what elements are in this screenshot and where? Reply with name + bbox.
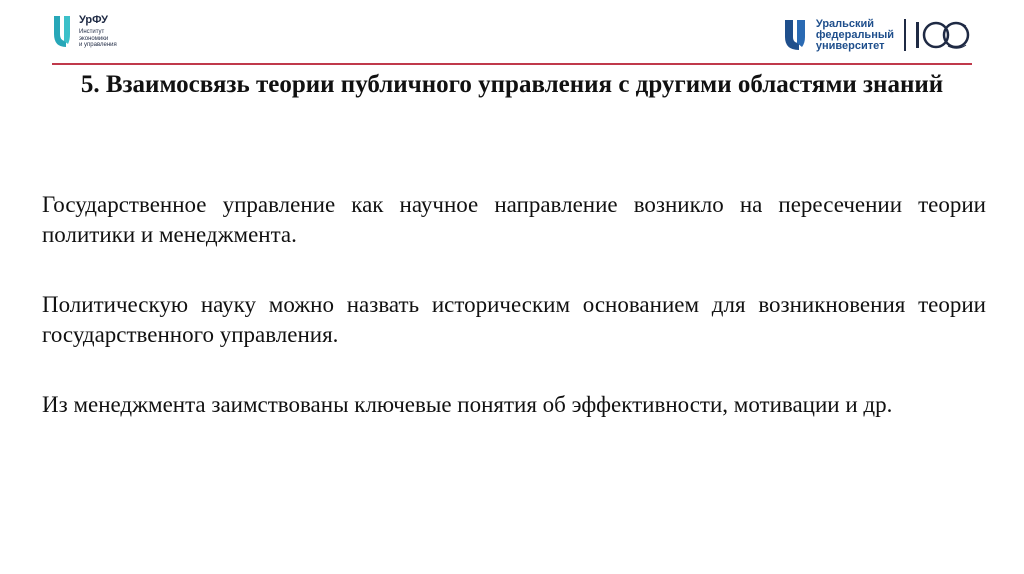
header-divider: [52, 63, 972, 65]
slide-title: 5. Взаимосвязь теории публичного управления с другими областями знаний: [80, 71, 944, 98]
university-name-line: Уральский: [815, 17, 875, 30]
institute-logo-text: [79, 14, 117, 49]
urfu-u-icon: [52, 14, 74, 50]
centenary-100-icon: [914, 18, 972, 52]
slide-header: [0, 0, 1024, 64]
institute-name-line: и управления: [79, 42, 117, 48]
institute-name-line: Институт: [79, 29, 105, 35]
university-name: [816, 19, 894, 52]
institute-logo: [52, 14, 117, 54]
university-name-line: университет: [815, 39, 885, 52]
university-logo: [784, 16, 972, 54]
urfu-u-icon: [784, 18, 810, 52]
logo-divider: [904, 19, 906, 51]
slide-body: [42, 190, 986, 420]
org-short-name: УрФУ: [79, 14, 108, 26]
body-paragraph: Государственное управление как научное направление возникло на пересечении теории политики и менеджмента.: [42, 192, 986, 247]
body-paragraph: Из менеджмента заимствованы ключевые понятия об эффективности, мотивации и др.: [42, 392, 893, 417]
institute-name-line: экономики: [79, 35, 109, 42]
university-name-line: федеральный: [815, 28, 894, 41]
body-paragraph: Политическую науку можно назвать историческим основанием для возникновения теории государственного управления.: [42, 292, 986, 347]
